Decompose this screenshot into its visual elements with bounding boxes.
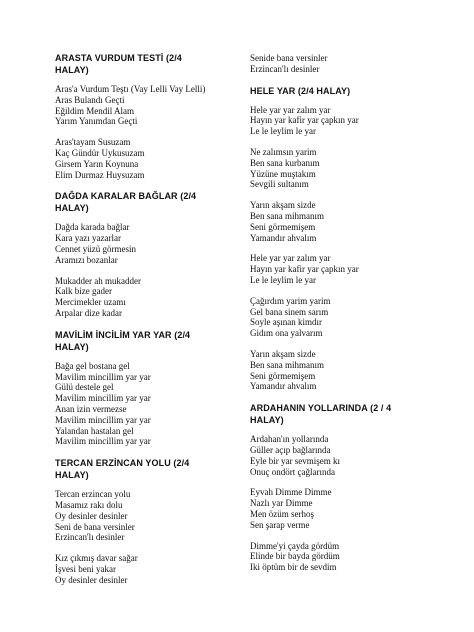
lyric-line: Le le leylim le yar [250, 126, 316, 137]
left-column [55, 52, 255, 596]
lyric-line: Erzincan'lı desinler [250, 63, 320, 74]
lyric-line: Hayın yar kafir yar çapkın yar [250, 264, 359, 275]
lyric-line: Hayın yar kafir yar çapkın yar [250, 115, 359, 126]
lyric-line: Erzincan'lı desinler [55, 532, 125, 543]
song-section [55, 190, 255, 318]
lyric-line: Elim Durmaz Huysuzam [55, 169, 145, 180]
lyric-stanza [55, 361, 255, 447]
lyric-line: Aras'a Vurdum Teştı (Vay Lelli Vay Lelli) [55, 84, 206, 94]
lyric-line: Mavilim mincillim yar yar [55, 393, 151, 404]
lyric-line: Eğildim Mendil Alam [55, 105, 134, 116]
lyric-stanza [55, 553, 255, 585]
lyric-line: Iki öptüm bir de sevdim [250, 562, 337, 573]
lyric-line: Ardahan'ın yollarında [250, 434, 329, 445]
lyric-line: Dağda karada bağlar [55, 222, 130, 233]
lyric-stanza [250, 541, 450, 573]
song-section [250, 53, 450, 75]
lyric-line: Ben sana mihmanım [250, 210, 324, 221]
lyric-line: Aras'tayam Susuzam [55, 137, 131, 148]
lyric-line: Hele yar yar zalım yar [250, 253, 331, 264]
lyric-line: Sen şarap verme [250, 519, 310, 530]
lyric-line: Seni görmemişem [250, 370, 316, 381]
lyric-line: Girsem Yarın Koynuna [55, 158, 139, 169]
lyric-stanza [250, 200, 450, 243]
lyric-line: Yamandır ahvalım [250, 381, 317, 392]
lyric-line: Yamandır ahvalım [250, 232, 317, 243]
lyric-line: Güller açıp bağlarında [250, 444, 331, 455]
lyric-line: Nazlı yar Dimme [250, 498, 313, 509]
lyric-line: Kaç Gündür Uykusuzam [55, 147, 145, 158]
lyric-line: Ben sana kurbanım [250, 157, 320, 168]
lyric-stanza [55, 137, 255, 180]
song-section [55, 457, 255, 585]
lyric-line: Sevgili sultanım [250, 179, 309, 190]
lyric-line: Aras Bulandı Geçti [55, 94, 125, 105]
song-title: TERCAN ERZİNCAN YOLU (2/4 HALAY) [55, 458, 190, 481]
lyric-line: Yarın akşam sizde [250, 348, 316, 359]
lyric-stanza [250, 105, 450, 137]
lyric-line: Gidım ona yalvarım [250, 328, 323, 339]
lyric-line: Ben sana mihmanım [250, 359, 324, 370]
lyric-line: Yüzüne muştakım [250, 168, 316, 179]
lyric-line: Mavilim mincillim yar yar [55, 414, 151, 425]
lyric-stanza [250, 349, 450, 392]
song-title: ARASTA VURDUM TESTİ (2/4 HALAY) [55, 53, 182, 75]
lyric-line: Bağa gel bostana gel [55, 360, 130, 371]
lyric-line: Arpalar dize kadar [55, 307, 122, 318]
lyric-line: Ne zalımsın yarim [250, 146, 317, 157]
lyric-line: Tercan erzincan yolu [55, 489, 131, 500]
lyric-line: Elinde bir bayda gördüm [250, 551, 340, 562]
lyric-line: Gülü destele gel [55, 382, 114, 393]
lyric-line: Kara yazı yazarlar [55, 233, 121, 244]
lyric-line: Mercimekler uzamı [55, 297, 126, 308]
lyric-stanza [250, 253, 450, 285]
lyric-line: Soyle aşınan kimdır [250, 317, 322, 328]
lyric-line: Seni görmemişem [250, 221, 316, 232]
lyric-stanza [250, 434, 450, 477]
lyric-line: İşvesi beni yakar [55, 563, 116, 574]
lyric-line: Çağırdım yarim yarim [250, 295, 331, 306]
lyric-line: Dimme'yi çayda gördüm [250, 540, 340, 551]
song-section [250, 402, 450, 573]
lyric-line: Yarın akşam sizde [250, 200, 316, 211]
lyric-line: Mavilim mincillim yar yar [55, 371, 151, 382]
lyric-stanza [250, 53, 450, 75]
lyric-line: Le le leylim le yar [250, 274, 316, 285]
lyric-line: Kız çıkmış davar sağar [55, 553, 138, 564]
song-title: MAVİLİM İNCİLİM YAR YAR (2/4 HALAY) [55, 329, 191, 352]
lyric-stanza [55, 276, 255, 319]
lyric-line: Onuç ondört çağlarında [250, 466, 335, 477]
song-section [55, 329, 255, 447]
lyric-line: Yalandan hastalan gel [55, 425, 134, 436]
lyric-line: Senide bana versinler [250, 53, 328, 63]
lyric-line: Seni de bana versinler [55, 521, 135, 532]
lyric-line: Yarım Yanımdan Geçti [55, 116, 138, 127]
lyric-line: Eyvah Dimme Dimme [250, 487, 332, 498]
lyric-line: Men özüm serhoş [250, 508, 314, 519]
lyric-line: Aramızı bozanlar [55, 254, 118, 265]
lyric-line: Oy desinler desinler [55, 510, 128, 521]
lyric-stanza [250, 296, 450, 339]
lyric-stanza [250, 147, 450, 190]
lyric-stanza [55, 84, 255, 127]
song-title: HELE YAR (2/4 HALAY) [250, 85, 351, 96]
lyric-line: Cennet yüzü görmesin [55, 243, 136, 254]
right-column [250, 53, 450, 583]
lyric-line: Hele yar yar zalım yar [250, 104, 331, 115]
lyric-line: Eyle bir yar sevmişem kı [250, 455, 340, 466]
song-title: DAĞDA KARALAR BAĞLAR (2/4 HALAY) [55, 191, 197, 214]
song-section [250, 85, 450, 393]
lyric-line: Anan izin vermezse [55, 403, 127, 414]
lyric-line: Oy desinler desinler [55, 574, 128, 585]
song-title: ARDAHANIN YOLLARINDA (2 / 4 HALAY) [250, 403, 392, 426]
lyric-line: Gel bana sinem sarım [250, 306, 329, 317]
lyric-stanza [250, 487, 450, 530]
lyric-line: Mavilim mincillim yar yar [55, 436, 151, 447]
lyric-line: Mukadder ah mukadder [55, 275, 141, 286]
lyric-stanza [55, 489, 255, 543]
lyric-line: Kalk bize gader [55, 286, 112, 297]
song-section [55, 52, 255, 180]
lyric-stanza [55, 222, 255, 265]
lyric-line: Masamız rakı dolu [55, 499, 123, 510]
